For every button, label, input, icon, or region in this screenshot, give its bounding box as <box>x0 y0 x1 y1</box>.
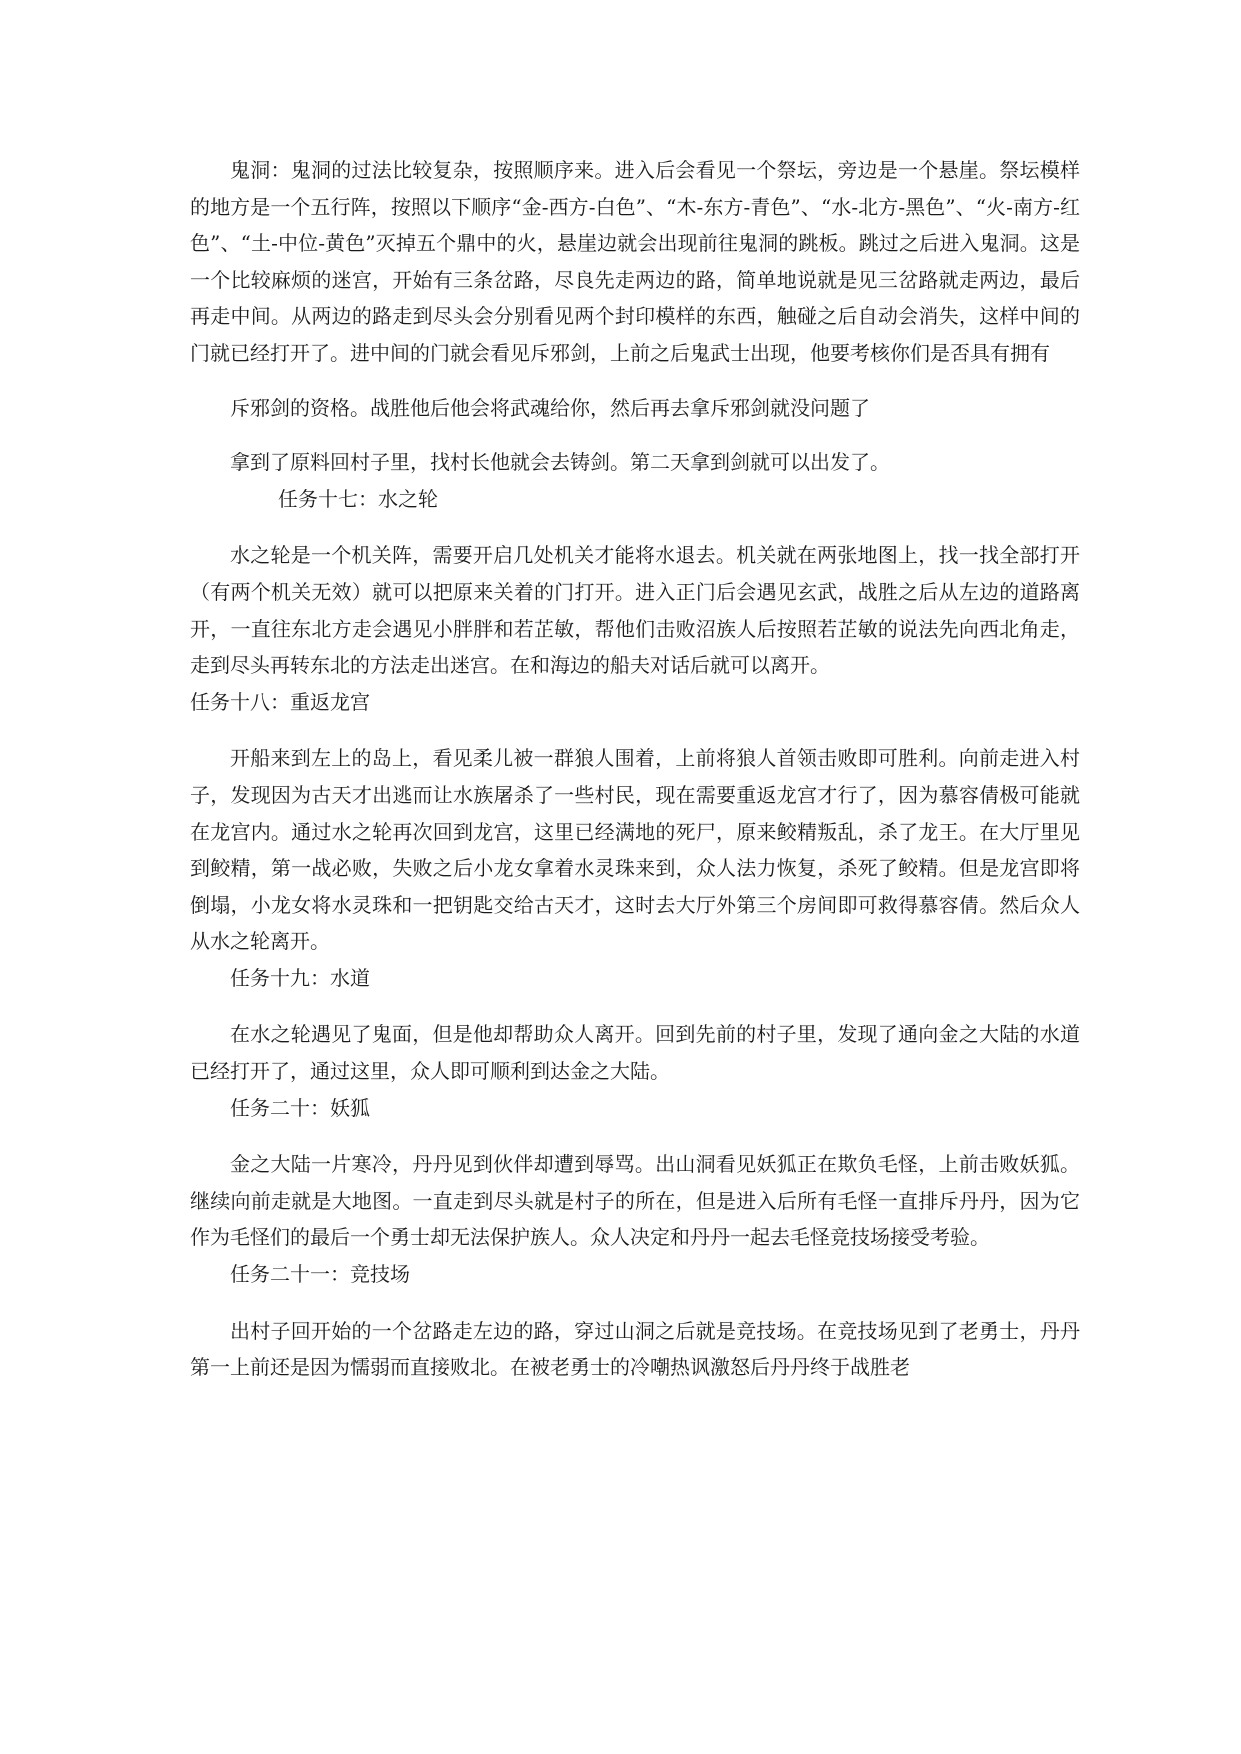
paragraph-ghost-cave: 鬼洞：鬼洞的过法比较复杂，按照顺序来。进入后会看见一个祭坛，旁边是一个悬崖。祭坛模样的地方是一个五行阵，按照以下顺序“金-西方-白色”、“木-东方-青色”、“水-北方-黑色”、“火-南方-红色”、“土-中位-黄色”灭掉五个鼎中的火，悬崖边就会出现前往鬼洞的跳板。跳过之后进入鬼洞。这是一个比较麻烦的迷宫，开始有三条岔路，尽良先走两边的路，简单地说就是见三岔路就走两边，最后再走中间。从两边的路走到尽头会分别看见两个封印模样的东西，触碰之后自动会消失，这样中间的门就已经打开了。进中间的门就会看见斥邪剑，上前之后鬼武士出现，他要考核你们是否具有拥有 <box>190 158 1080 365</box>
paragraph-demon-fox: 金之大陆一片寒冷，丹丹见到伙伴却遭到辱骂。出山洞看见妖狐正在欺负毛怪，上前击败妖狐。继续向前走就是大地图。一直走到尽头就是村子的所在，但是进入后所有毛怪一直排斥丹丹，因为它作为毛怪们的最后一个勇士却无法保护族人。众人决定和丹丹一起去毛怪竞技场接受考验。 <box>190 1152 1080 1250</box>
paragraph-arena: 出村子回开始的一个岔路走左边的路，穿过山洞之后就是竞技场。在竞技场见到了老勇士，丹丹第一上前还是因为懦弱而直接败北。在被老勇士的冷嘲热讽激怒后丹丹终于战胜老 <box>190 1318 1080 1380</box>
heading-task-19: 任务十九：水道 <box>230 965 370 990</box>
paragraph-waterway: 在水之轮遇见了鬼面，但是他却帮助众人离开。回到先前的村子里，发现了通向金之大陆的水道已经打开了，通过这里，众人即可顺利到达金之大陆。 <box>190 1022 1080 1084</box>
heading-task-20: 任务二十：妖狐 <box>230 1095 370 1120</box>
heading-task-17: 任务十七：水之轮 <box>278 486 438 511</box>
paragraph-return-village: 拿到了原料回村子里，找村长他就会去铸剑。第二天拿到剑就可以出发了。 <box>230 450 890 475</box>
paragraph-water-wheel: 水之轮是一个机关阵，需要开启几处机关才能将水退去。机关就在两张地图上，找一找全部打开（有两个机关无效）就可以把原来关着的门打开。进入正门后会遇见玄武，战胜之后从左边的道路离开，一直往东北方走会遇见小胖胖和若芷敏，帮他们击败沼族人后按照若芷敏的说法先向西北角走，走到尽头再转东北的方法走出迷宫。在和海边的船夫对话后就可以离开。 <box>190 543 1080 678</box>
paragraph-dragon-palace: 开船来到左上的岛上，看见柔儿被一群狼人围着，上前将狼人首领击败即可胜利。向前走进入村子，发现因为古天才出逃而让水族屠杀了一些村民，现在需要重返龙宫才行了，因为慕容倩极可能就在龙宫内。通过水之轮再次回到龙宫，这里已经满地的死尸，原来鲛精叛乱，杀了龙王。在大厅里见到鲛精，第一战必败，失败之后小龙女拿着水灵珠来到，众人法力恢复，杀死了鲛精。但是龙宫即将倒塌，小龙女将水灵珠和一把钥匙交给古天才，这时去大厅外第三个房间即可救得慕容倩。然后众人从水之轮离开。 <box>190 746 1080 954</box>
heading-task-18: 任务十八：重返龙宫 <box>190 689 370 714</box>
paragraph-sword-qualification: 斥邪剑的资格。战胜他后他会将武魂给你，然后再去拿斥邪剑就没问题了 <box>230 395 870 420</box>
document-body <box>190 152 1080 1386</box>
heading-task-21: 任务二十一：竞技场 <box>230 1262 410 1287</box>
